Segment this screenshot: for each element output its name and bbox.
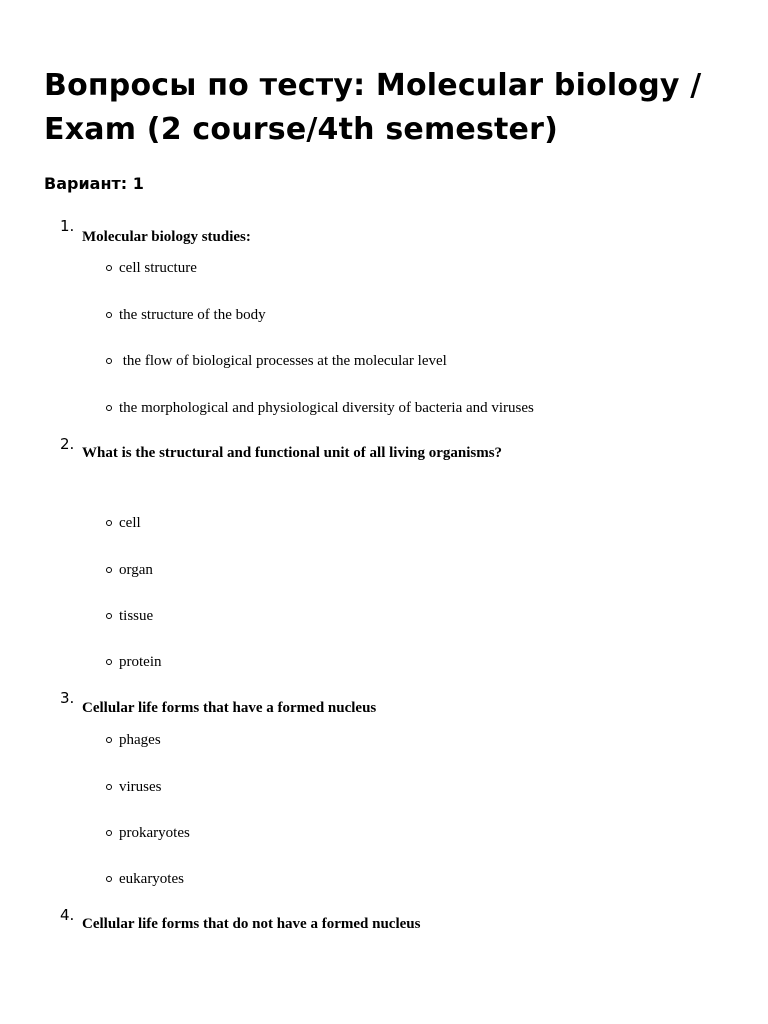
circle-bullet-icon [106, 737, 112, 743]
answer-option-label: protein [119, 654, 162, 670]
question-text: What is the structural and functional unit of all living organisms? [82, 445, 503, 461]
circle-bullet-icon [106, 784, 112, 790]
question-text: Cellular life forms that do not have a formed nucleus [82, 916, 421, 932]
question-text: Molecular biology studies: [82, 229, 251, 245]
circle-bullet-icon [106, 567, 112, 573]
circle-bullet-icon [106, 405, 112, 411]
answer-option[interactable] [106, 731, 161, 749]
answer-option[interactable] [106, 653, 162, 671]
circle-bullet-icon [106, 520, 112, 526]
answer-option-label: eukaryotes [119, 871, 184, 887]
question-number: 1. [60, 217, 75, 235]
answer-option[interactable] [106, 824, 190, 842]
answer-option-label: cell structure [119, 260, 197, 276]
question-number: 3. [60, 689, 75, 707]
answer-option-label: cell [119, 515, 141, 531]
answer-option[interactable] [106, 399, 534, 417]
circle-bullet-icon [106, 659, 112, 665]
answer-option-label: viruses [119, 779, 162, 795]
answer-option[interactable] [106, 607, 153, 625]
circle-bullet-icon [106, 830, 112, 836]
circle-bullet-icon [106, 358, 112, 364]
answer-option-label: the structure of the body [119, 307, 266, 323]
circle-bullet-icon [106, 312, 112, 318]
circle-bullet-icon [106, 876, 112, 882]
answer-option[interactable] [106, 259, 197, 277]
answer-option-label: the morphological and physiological diversity of bacteria and viruses [119, 400, 534, 416]
answer-option[interactable] [106, 352, 447, 370]
answer-option-label: phages [119, 732, 161, 748]
page-title: Вопросы по тесту: Molecular biology / Exam (2 course/4th semester) [44, 68, 702, 147]
answer-option-label: prokaryotes [119, 825, 190, 841]
answer-option[interactable] [106, 306, 266, 324]
question-number: 2. [60, 435, 75, 453]
answer-option-label: the flow of biological processes at the molecular level [119, 353, 447, 369]
answer-option[interactable] [106, 870, 184, 888]
question-text: Cellular life forms that have a formed nucleus [82, 700, 377, 716]
answer-option[interactable] [106, 514, 141, 532]
answer-option[interactable] [106, 561, 153, 579]
answer-option-label: tissue [119, 608, 154, 624]
question-number: 4. [60, 906, 75, 924]
variant-heading: Вариант: 1 [44, 174, 144, 193]
circle-bullet-icon [106, 613, 112, 619]
circle-bullet-icon [106, 265, 112, 271]
answer-option-label: organ [119, 562, 153, 578]
answer-option[interactable] [106, 778, 162, 796]
